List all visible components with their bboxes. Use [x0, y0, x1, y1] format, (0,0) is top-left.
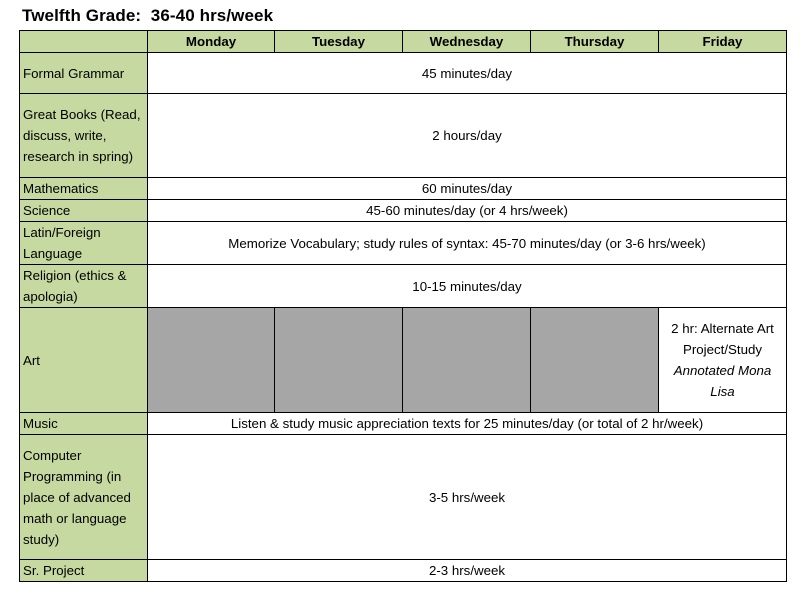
schedule-formal-grammar: 45 minutes/day [148, 53, 787, 94]
schedule-music: Listen & study music appreciation texts for 25 minutes/day (or total of 2 hr/week) [148, 413, 787, 435]
row-latin [20, 222, 787, 265]
schedule-mathematics: 60 minutes/day [148, 178, 787, 200]
schedule-sr-project: 2-3 hrs/week [148, 560, 787, 582]
subject-label-science: Science [20, 200, 148, 222]
day-header-thursday: Thursday [531, 31, 659, 53]
subject-label-formal-grammar: Formal Grammar [20, 53, 148, 94]
subject-label-great-books: Great Books (Read, discuss, write, research in spring) [20, 94, 148, 178]
subject-label-computer-programming: Computer Programming (in place of advanced math or language study) [20, 435, 148, 560]
row-religion [20, 265, 787, 308]
art-friday-activity: 2 hr: Alternate Art Project/Study [671, 321, 774, 357]
art-wednesday-blocked-cell [403, 308, 531, 413]
art-monday-blocked-cell [148, 308, 275, 413]
row-sr-project [20, 560, 787, 582]
subject-label-mathematics: Mathematics [20, 178, 148, 200]
day-header-wednesday: Wednesday [403, 31, 531, 53]
subject-label-art: Art [20, 308, 148, 413]
schedule-table [19, 30, 787, 582]
art-friday-cell [659, 308, 787, 413]
subject-label-religion: Religion (ethics & apologia) [20, 265, 148, 308]
schedule-computer-programming: 3-5 hrs/week [148, 435, 787, 560]
day-header-tuesday: Tuesday [275, 31, 403, 53]
day-header-monday: Monday [148, 31, 275, 53]
subject-label-latin: Latin/Foreign Language [20, 222, 148, 265]
art-friday-title: Annotated Mona Lisa [673, 363, 772, 399]
row-formal-grammar [20, 53, 787, 94]
row-mathematics [20, 178, 787, 200]
day-header-friday: Friday [659, 31, 787, 53]
schedule-latin: Memorize Vocabulary; study rules of syntax: 45-70 minutes/day (or 3-6 hrs/week) [148, 222, 787, 265]
row-science [20, 200, 787, 222]
row-art [20, 308, 787, 413]
row-computer-programming [20, 435, 787, 560]
row-great-books [20, 94, 787, 178]
header-row [20, 31, 787, 53]
schedule-religion: 10-15 minutes/day [148, 265, 787, 308]
row-music [20, 413, 787, 435]
schedule-science: 45-60 minutes/day (or 4 hrs/week) [148, 200, 787, 222]
art-tuesday-blocked-cell [275, 308, 403, 413]
subject-label-music: Music [20, 413, 148, 435]
art-thursday-blocked-cell [531, 308, 659, 413]
header-corner-cell [20, 31, 148, 53]
page-title: Twelfth Grade: 36-40 hrs/week [22, 6, 274, 25]
schedule-great-books: 2 hours/day [148, 94, 787, 178]
subject-label-sr-project: Sr. Project [20, 560, 148, 582]
